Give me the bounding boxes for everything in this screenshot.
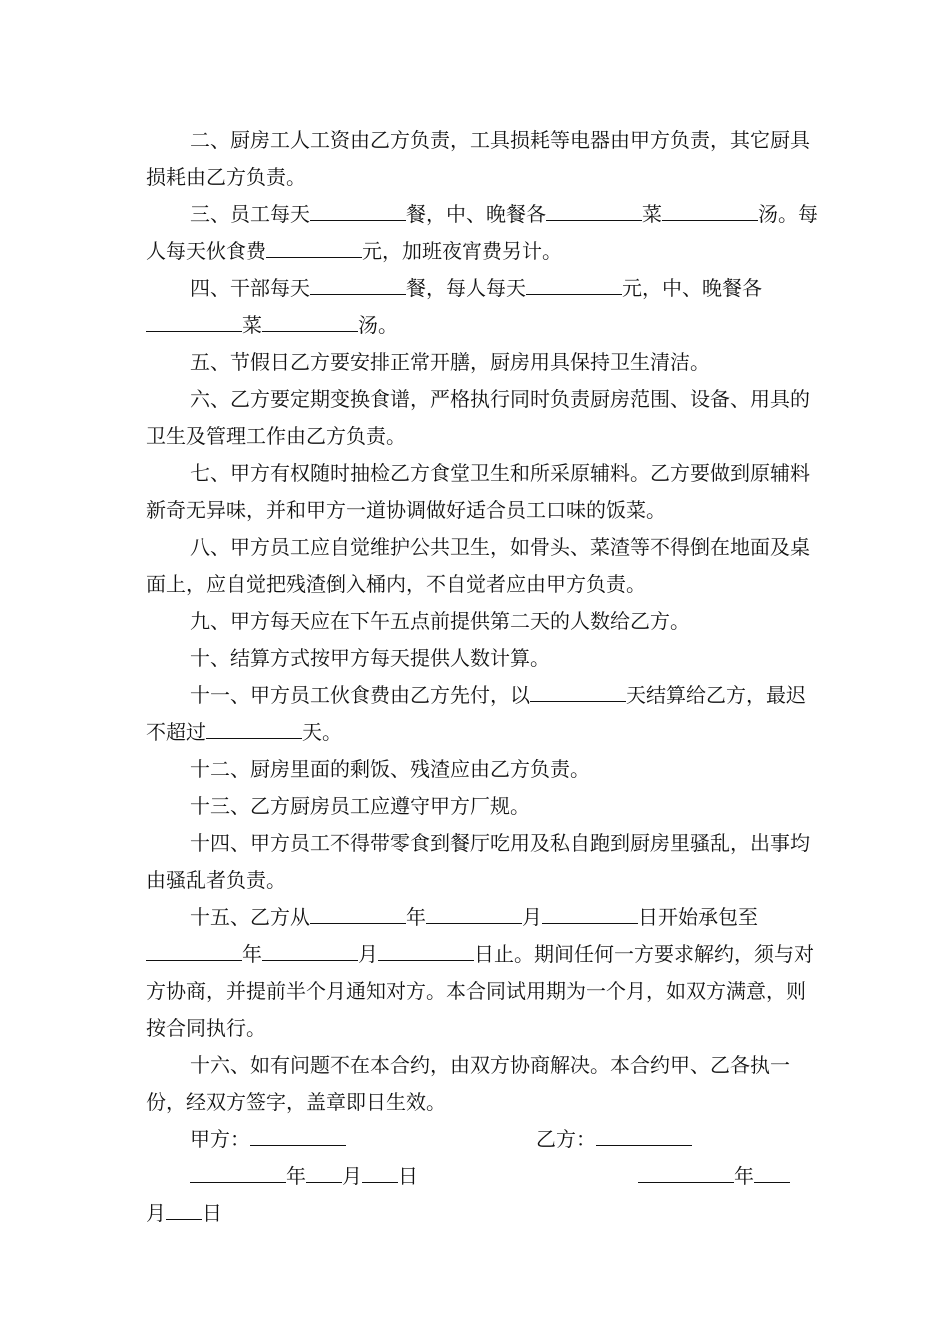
clause-11: 十一、甲方员工伙食费由乙方先付，以 天结算给乙方，最迟不超过 天。 [146,683,806,744]
party-a-signature: 甲方： [190,1121,346,1158]
month-field[interactable] [306,1164,342,1183]
clause-10: 十、结算方式按甲方每天提供人数计算。 [190,646,550,670]
blank-field[interactable] [146,942,242,961]
clause-14: 十四、甲方员工不得带零食到餐厅吃用及私自跑到厨房里骚乱，出事均由骚乱者负责。 [146,831,810,892]
clause-6: 六、乙方要定期变换食谱，严格执行同时负责厨房范围、设备、用具的卫生及管理工作由乙方负责。 [146,387,810,448]
party-a-date: 年 月 日 [190,1158,418,1195]
clause-15: 十五、乙方从 年 月 日开始承包至年 月 日止。期间任何一方要求解约，须与对方协商，并提前半个月通知对方。本合同试用期为一个月，如双方满意，则按合同执行。 [146,905,814,1040]
clause-9: 九、甲方每天应在下午五点前提供第二天的人数给乙方。 [190,609,690,633]
blank-field[interactable] [378,942,474,961]
blank-field[interactable] [662,202,758,221]
party-b-sign-field[interactable] [596,1127,692,1146]
blank-field[interactable] [266,239,362,258]
blank-field[interactable] [206,720,302,739]
clause-7: 七、甲方有权随时抽检乙方食堂卫生和所采原辅料。乙方要做到原辅料新奇无异味，并和甲方一道协调做好适合员工口味的饭菜。 [146,461,810,522]
clause-16: 十六、如有问题不在本合约，由双方协商解决。本合约甲、乙各执一份，经双方签字，盖章即日生效。 [146,1053,790,1114]
year-field[interactable] [638,1164,734,1183]
blank-field[interactable] [310,276,406,295]
clause-4: 四、干部每天 餐，每人每天 元，中、晚餐各菜 汤。 [146,270,822,344]
clause-2: 二、厨房工人工资由乙方负责，工具损耗等电器由甲方负责，其它厨具损耗由乙方负责。 [146,128,810,189]
blank-field[interactable] [426,905,522,924]
party-a-sign-field[interactable] [250,1127,346,1146]
party-b-signature: 乙方： [536,1121,692,1158]
blank-field[interactable] [262,942,358,961]
blank-field[interactable] [526,276,622,295]
clause-3: 三、员工每天 餐，中、晚餐各 菜 汤。每人每天伙食费 元，加班夜宵费另计。 [146,202,818,263]
clause-13: 十三、乙方厨房员工应遵守甲方厂规。 [190,794,530,818]
clause-5: 五、节假日乙方要安排正常开膳，厨房用具保持卫生清洁。 [190,350,710,374]
blank-field[interactable] [542,905,638,924]
blank-field[interactable] [310,202,406,221]
year-field[interactable] [190,1164,286,1183]
day-field[interactable] [166,1201,202,1220]
month-field[interactable] [754,1164,790,1183]
party-b-date-cont: 月 日 [146,1201,222,1225]
party-b-date: 年 [638,1158,790,1195]
blank-field[interactable] [546,202,642,221]
day-field[interactable] [362,1164,398,1183]
blank-field[interactable] [530,683,626,702]
clause-12: 十二、厨房里面的剩饭、残渣应由乙方负责。 [190,757,590,781]
blank-field[interactable] [310,905,406,924]
blank-field[interactable] [262,313,358,332]
clause-8: 八、甲方员工应自觉维护公共卫生，如骨头、菜渣等不得倒在地面及桌面上，应自觉把残渣倒入桶内，不自觉者应由甲方负责。 [146,535,810,596]
blank-field[interactable] [146,313,242,332]
